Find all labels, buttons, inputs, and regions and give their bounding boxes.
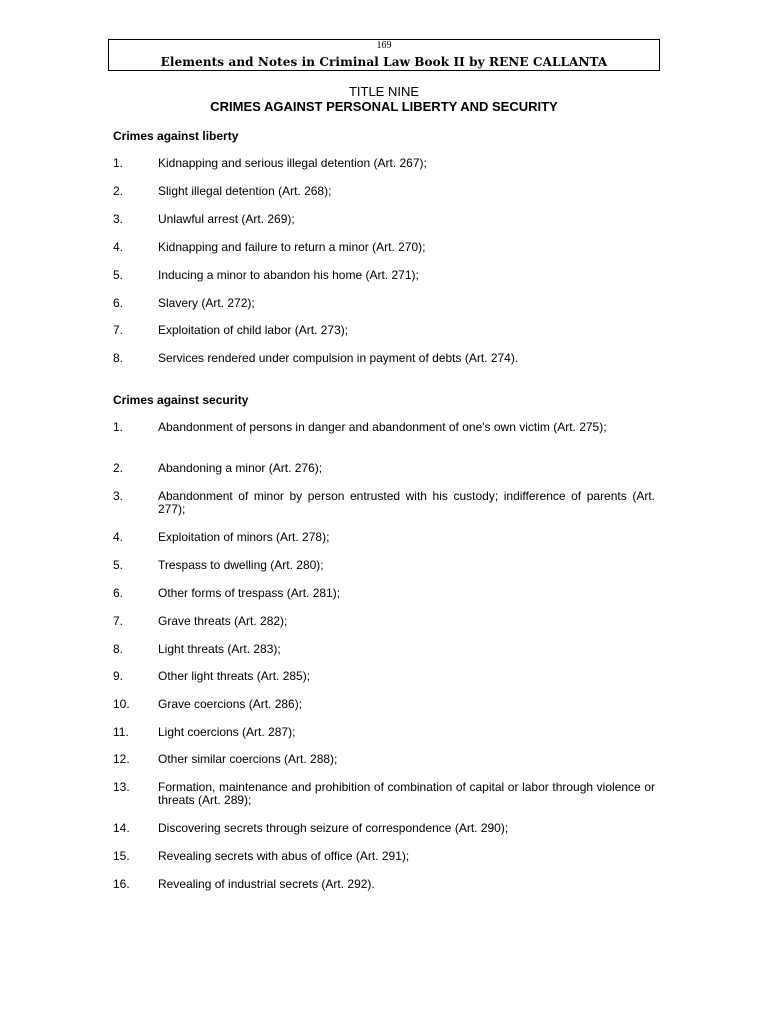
item-text: Light threats (Art. 283); xyxy=(158,642,281,656)
item-number: 9. xyxy=(113,669,124,683)
item-text: Trespass to dwelling (Art. 280); xyxy=(158,558,324,572)
item-number: 3. xyxy=(113,489,124,503)
title-heading: CRIMES AGAINST PERSONAL LIBERTY AND SECURITY xyxy=(210,99,558,114)
list-item xyxy=(113,241,655,254)
list-item xyxy=(113,587,655,600)
item-number: 8. xyxy=(113,642,124,656)
page-number: 169 xyxy=(376,40,392,51)
item-text: Abandonment of persons in danger and abandonment of one's own victim (Art. 275); xyxy=(158,420,607,434)
item-number: 7. xyxy=(113,323,124,337)
item-text: Abandonment of minor by person entrusted with his custody; indifference of parents (Art. 277); xyxy=(158,489,655,516)
list-item xyxy=(113,352,655,365)
item-number: 10. xyxy=(113,697,130,711)
list-item xyxy=(113,297,655,310)
item-text: Other similar coercions (Art. 288); xyxy=(158,752,338,766)
list-item xyxy=(113,670,655,683)
item-number: 6. xyxy=(113,586,124,600)
list-item xyxy=(113,531,655,544)
page-header xyxy=(108,39,660,71)
list-item xyxy=(113,615,655,628)
list-item xyxy=(113,698,655,711)
book-title: Elements and Notes in Criminal Law Book II by RENE CALLANTA xyxy=(160,55,608,69)
list-item xyxy=(113,726,655,739)
item-text: Abandoning a minor (Art. 276); xyxy=(158,461,323,475)
item-text: Exploitation of child labor (Art. 273); xyxy=(158,323,349,337)
item-text: Grave coercions (Art. 286); xyxy=(158,697,303,711)
item-number: 4. xyxy=(113,530,124,544)
item-number: 8. xyxy=(113,351,124,365)
list-item xyxy=(113,781,655,807)
list-item xyxy=(113,462,655,475)
item-number: 2. xyxy=(113,184,124,198)
list-item xyxy=(113,421,655,434)
item-number: 12. xyxy=(113,752,130,766)
item-text: Other forms of trespass (Art. 281); xyxy=(158,586,341,600)
item-number: 14. xyxy=(113,821,130,835)
item-text: Other light threats (Art. 285); xyxy=(158,669,311,683)
item-number: 5. xyxy=(113,558,124,572)
section-heading-security: Crimes against security xyxy=(113,393,249,407)
item-text: Exploitation of minors (Art. 278); xyxy=(158,530,330,544)
item-number: 7. xyxy=(113,614,124,628)
item-text: Kidnapping and serious illegal detention (Art. 267); xyxy=(158,156,427,170)
list-item xyxy=(113,490,655,516)
list-item xyxy=(113,269,655,282)
item-text: Light coercions (Art. 287); xyxy=(158,725,296,739)
item-number: 15. xyxy=(113,849,130,863)
list-item xyxy=(113,643,655,656)
item-number: 4. xyxy=(113,240,124,254)
item-text: Slight illegal detention (Art. 268); xyxy=(158,184,332,198)
list-item xyxy=(113,157,655,170)
item-text: Slavery (Art. 272); xyxy=(158,296,255,310)
item-text: Unlawful arrest (Art. 269); xyxy=(158,212,295,226)
item-text: Revealing of industrial secrets (Art. 292). xyxy=(158,877,375,891)
item-text: Grave threats (Art. 282); xyxy=(158,614,288,628)
item-number: 1. xyxy=(113,420,124,434)
list-item xyxy=(113,850,655,863)
list-item xyxy=(113,878,655,891)
item-number: 13. xyxy=(113,780,130,794)
list-item xyxy=(113,822,655,835)
item-number: 16. xyxy=(113,877,130,891)
item-number: 5. xyxy=(113,268,124,282)
title-number: TITLE NINE xyxy=(348,84,420,99)
list-item xyxy=(113,213,655,226)
item-text: Services rendered under compulsion in payment of debts (Art. 274). xyxy=(158,351,519,365)
list-item xyxy=(113,185,655,198)
item-text: Formation, maintenance and prohibition of combination of capital or labor through violence or threats (Art. 289); xyxy=(158,780,655,807)
list-item xyxy=(113,559,655,572)
section-heading-liberty: Crimes against liberty xyxy=(113,129,239,143)
item-number: 1. xyxy=(113,156,124,170)
list-item xyxy=(113,324,655,337)
item-number: 11. xyxy=(113,725,129,739)
item-text: Discovering secrets through seizure of correspondence (Art. 290); xyxy=(158,821,509,835)
item-text: Revealing secrets with abus of office (Art. 291); xyxy=(158,849,410,863)
item-text: Kidnapping and failure to return a minor (Art. 270); xyxy=(158,240,426,254)
item-number: 6. xyxy=(113,296,124,310)
item-number: 3. xyxy=(113,212,124,226)
item-number: 2. xyxy=(113,461,124,475)
list-item xyxy=(113,753,655,766)
item-text: Inducing a minor to abandon his home (Art. 271); xyxy=(158,268,419,282)
